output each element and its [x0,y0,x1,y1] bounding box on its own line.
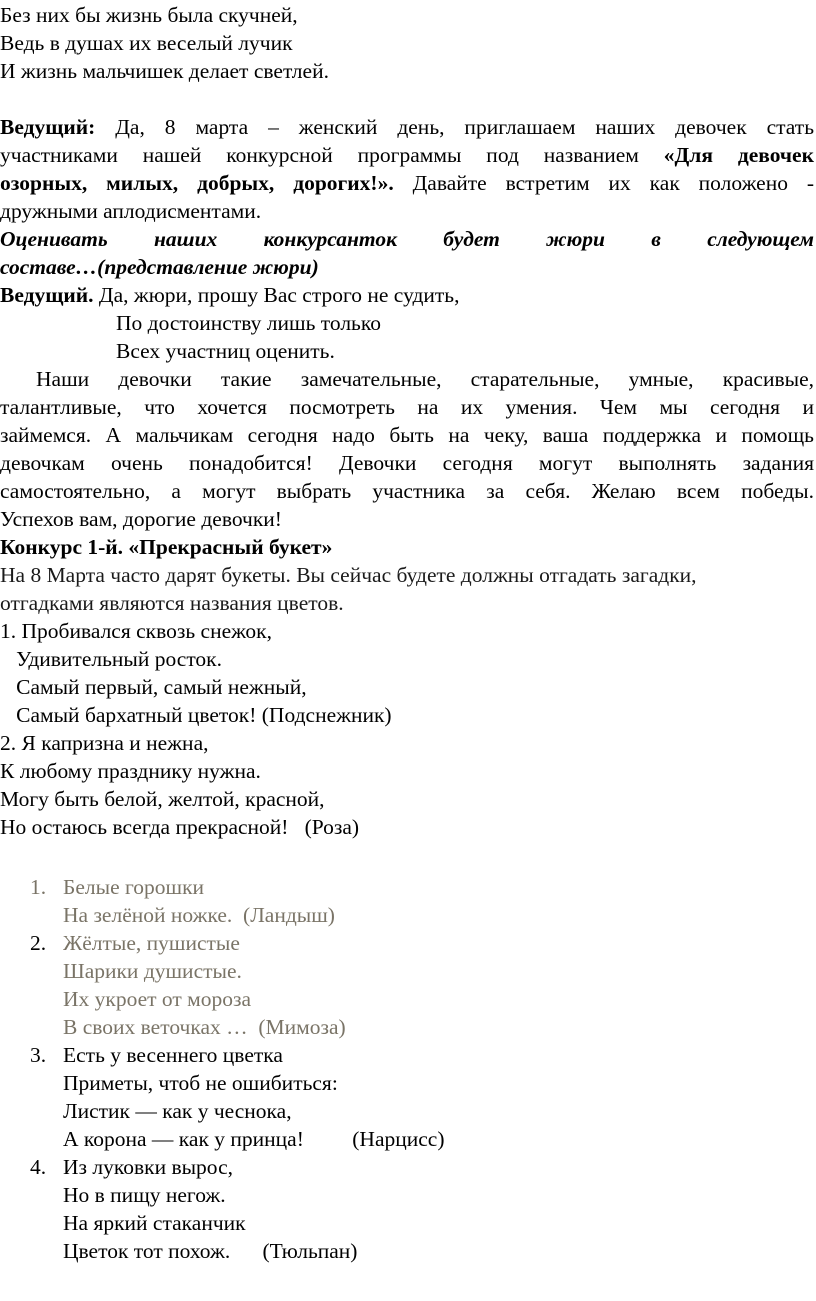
host-speech-line [0,282,459,310]
paragraph-line: Успехов вам, дорогие девочки! [0,507,282,531]
list-item-line: Из луковки вырос, [63,1155,234,1179]
host-speech-line: По достоинству лишь только [116,311,381,335]
contest-intro-line: На 8 Марта часто дарят букеты. Вы сейчас будете должны отгадать загадки, [0,563,697,587]
host-speech-line [0,170,814,198]
list-item-line: Приметы, чтоб не ошибиться: [63,1071,338,1095]
list-number: 2. [30,931,47,955]
list-item-line: А корона — как у принца! (Нарцисс) [63,1127,445,1151]
jury-note-line [0,226,814,254]
jury-word: конкурсанток [263,227,397,251]
jury-word: наших [153,227,218,251]
jury-word: Оценивать [0,227,108,251]
host-speech-line: дружными аплодисментами. [0,199,262,223]
contest-name: . «Прекрасный букет» [117,535,333,559]
list-number: 4. [30,1155,47,1179]
list-item-line: На зелёной ножке. (Ландыш) [63,903,335,927]
speech-text: Да, 8 марта – женский день, приглашаем наших девочек стать [95,115,814,139]
speaker-label: Ведущий. [0,283,94,307]
contest-number: Конкурс 1-й [0,535,118,559]
speech-text: участниками нашей конкурсной программы под названием [0,143,664,167]
host-speech-line [0,142,814,170]
contest-intro-line: отгадками являются названия цветов. [0,591,344,615]
riddle-line: 2. Я капризна и нежна, [0,731,209,755]
list-number: 1. [30,875,47,899]
host-speech-line: Всех участниц оценить. [116,339,335,363]
jury-word: следующем [707,227,815,251]
poem-line: Ведь в душах их веселый лучик [0,31,293,55]
host-speech-line [0,114,814,142]
program-title: «Для девочек [663,143,814,167]
list-item-line: Есть у весеннего цветка [63,1043,283,1067]
paragraph-line: талантливые, что хочется посмотреть на их умения. Чем мы сегодня и [0,395,814,419]
list-item-line: Белые горошки [63,875,205,899]
riddle-line: Могу быть белой, желтой, красной, [0,787,325,811]
riddle-line: Удивительный росток. [0,647,223,671]
poem-line: Без них бы жизнь была скучней, [0,3,298,27]
poem-line: И жизнь мальчишек делает светлей. [0,59,329,83]
jury-word: будет [443,227,500,251]
jury-note-line: составе…(представление жюри) [0,255,319,279]
jury-word: жюри [546,227,606,251]
paragraph-line: займемся. А мальчикам сегодня надо быть на чеку, ваша поддержка и помощь [0,423,814,447]
list-item-line: В своих веточках … (Мимоза) [63,1015,346,1039]
jury-word: в [651,227,661,251]
paragraph-line: самостоятельно, а могут выбрать участника за себя. Желаю всем победы. [0,479,814,503]
riddle-line: Самый бархатный цветок! (Подснежник) [0,703,392,727]
list-item-line: Шарики душистые. [63,959,242,983]
riddle-line: К любому празднику нужна. [0,759,261,783]
riddle-line: Но остаюсь всегда прекрасной! (Роза) [0,815,360,839]
program-title: озорных, милых, добрых, дорогих!». [0,171,394,195]
list-item-line: Жёлтые, пушистые [63,931,240,955]
paragraph-line: Наши девочки такие замечательные, старательные, умные, красивые, [36,367,814,391]
paragraph-line: девочкам очень понадобится! Девочки сегодня могут выполнять задания [0,451,814,475]
speech-text: Да, жюри, прошу Вас строго не судить, [93,283,460,307]
speaker-label: Ведущий: [0,115,96,139]
contest-title [0,534,332,562]
list-item-line: Их укроет от мороза [63,987,252,1011]
list-item-line: Но в пищу негож. [63,1183,226,1207]
list-item-line: Листик — как у чеснока, [63,1099,292,1123]
list-number: 3. [30,1043,47,1067]
list-item-line: На яркий стаканчик [63,1211,246,1235]
speech-text: Давайте встретим их как положено - [393,171,814,195]
riddle-line: Самый первый, самый нежный, [0,675,307,699]
list-item-line: Цветок тот похож. (Тюльпан) [63,1239,358,1263]
riddle-line: 1. Пробивался сквозь снежок, [0,619,273,643]
